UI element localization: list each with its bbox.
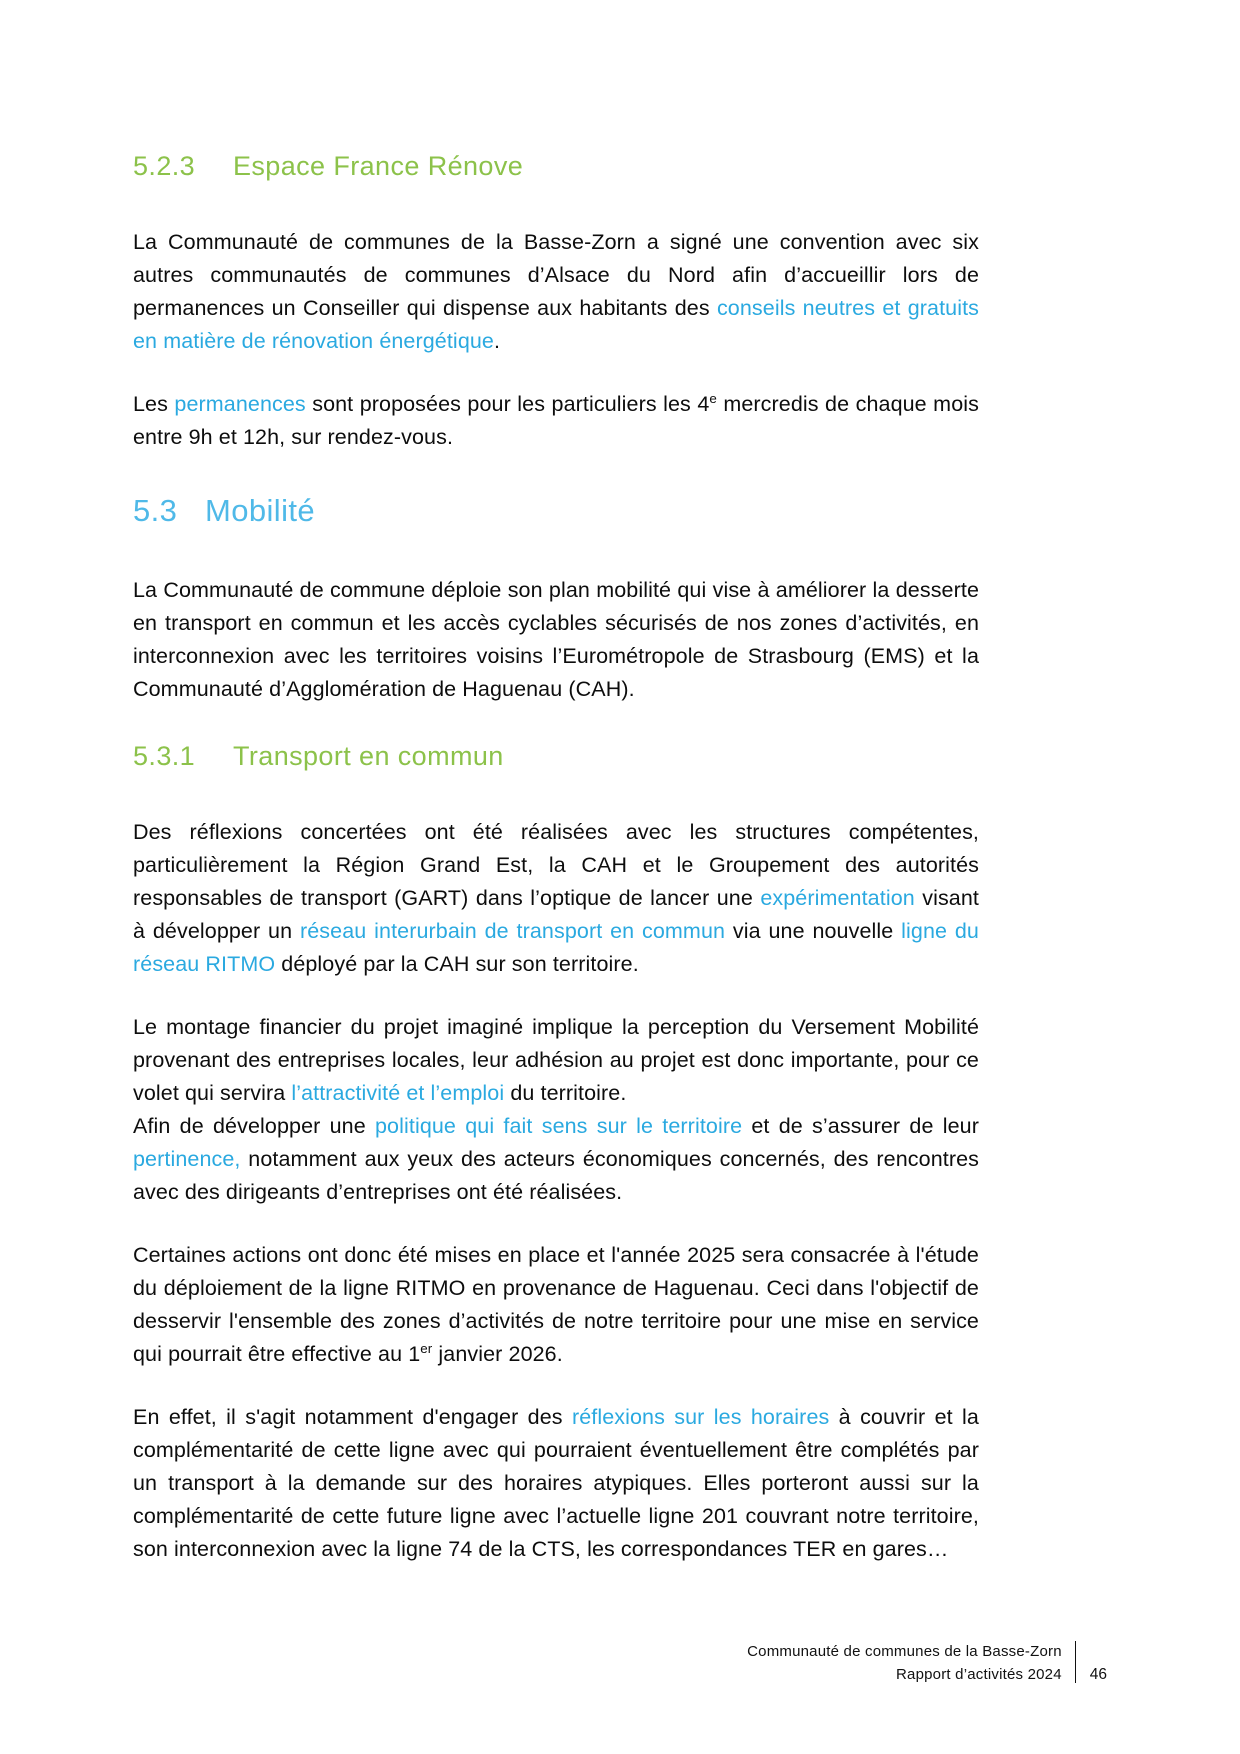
text-run: sont proposées pour les particuliers les 4: [305, 392, 710, 417]
heading-5-2-3-number: 5.2.3: [133, 151, 196, 181]
heading-5-3-1: [133, 740, 979, 772]
highlight-permanences: permanences: [174, 392, 306, 417]
text-run: du territoire.: [504, 1080, 627, 1105]
text-run: visant à développer un: [133, 885, 979, 943]
page-number: 46: [1089, 1666, 1107, 1683]
page-footer: [133, 1640, 1107, 1686]
text-run: notamment aux yeux des acteurs économiques concernés, des rencontres avec des dirigeants d’entreprises ont été réalisées.: [133, 1146, 979, 1204]
ordinal-suffix: er: [420, 1340, 433, 1356]
text-run: et de s’assurer de leur: [742, 1113, 979, 1138]
paragraph-transport-2: [133, 1011, 979, 1110]
heading-5-3-title: Mobilité: [205, 493, 316, 529]
highlight-politique-territoire: politique qui fait sens sur le territoire: [375, 1113, 743, 1138]
paragraph-transport-1: [133, 816, 979, 981]
highlight-reflexions-horaires: réflexions sur les horaires: [571, 1404, 830, 1429]
ordinal-suffix: e: [709, 391, 717, 407]
text-run: mercredis de chaque mois entre 9h et 12h, sur rendez-vous.: [133, 392, 979, 450]
heading-5-3-1-title: Transport en commun: [233, 740, 504, 771]
text-run: .: [494, 329, 501, 354]
text-run: Le montage financier du projet imaginé implique la perception du Versement Mobilité provenant des entreprises locales, leur adhésion au projet est donc importante, pour ce volet qui servira: [133, 1014, 979, 1105]
text-run: Les: [133, 392, 175, 417]
paragraph-france-renove-1: [133, 226, 979, 358]
paragraph-france-renove-2: [133, 388, 979, 454]
highlight-attractivite-emploi: l’attractivité et l’emploi: [291, 1080, 505, 1105]
text-run: via une nouvelle: [725, 918, 902, 943]
heading-5-3-number: 5.3: [133, 493, 178, 529]
footer-line-1: Communauté de communes de la Basse-Zorn: [747, 1643, 1062, 1660]
heading-5-2-3-title: Espace France Rénove: [233, 151, 524, 181]
paragraph-transport-5: [133, 1401, 979, 1566]
page-content: [133, 0, 979, 1566]
text-run: janvier 2026.: [432, 1341, 563, 1366]
highlight-experimentation: expérimentation: [760, 885, 915, 910]
footer-line-2: Rapport d’activités 2024: [896, 1666, 1062, 1683]
text-run: En effet, il s'agit notamment d'engager des: [133, 1404, 572, 1429]
paragraph-transport-4: [133, 1239, 979, 1371]
text-run: Des réflexions concertées ont été réalisées avec les structures compétentes, particulièrement la Région Grand Est, la CAH et le Groupement des autorités responsables de transport (GART) dans l’optique de lancer une: [133, 819, 979, 910]
heading-5-3-1-number: 5.3.1: [133, 740, 196, 771]
highlight-ligne-ritmo: ligne du réseau RITMO: [133, 918, 979, 976]
highlight-reseau-interurbain: réseau interurbain de transport en commun: [299, 918, 726, 943]
text-run: Afin de développer une: [133, 1113, 375, 1138]
paragraph-transport-3: [133, 1110, 979, 1209]
paragraph-mobilite-intro: La Communauté de commune déploie son plan mobilité qui vise à améliorer la desserte en transport en commun et les accès cyclables sécurisés de nos zones d’activités, en interconnexion avec les territoires voisins l’Eurométropole de Strasbourg (EMS) et la Communauté d’Agglomération de Haguenau (CAH).: [133, 577, 979, 701]
heading-5-3: [133, 492, 979, 529]
text-run: à couvrir et la complémentarité de cette ligne avec qui pourraient éventuellement être complétés par un transport à la demande sur des horaires atypiques. Elles porteront aussi sur la complémentarité de cette future ligne avec l’actuelle ligne 201 couvrant notre territoire, son interconnexion avec la ligne 74 de la CTS, les correspondances TER en gares…: [133, 1404, 979, 1561]
highlight-conseils-neutres: conseils neutres et gratuits en matière de rénovation énergétique: [133, 296, 979, 354]
footer-organisation: [747, 1640, 1075, 1686]
text-run: déployé par la CAH sur son territoire.: [275, 951, 639, 976]
highlight-pertinence: pertinence,: [133, 1146, 241, 1171]
heading-5-2-3: [133, 150, 979, 182]
text-run: Certaines actions ont donc été mises en place et l'année 2025 sera consacrée à l'étude du déploiement de la ligne RITMO en provenance de Haguenau. Ceci dans l'objectif de desservir l'ensemble des zones d’activités de notre territoire pour une mise en service qui pourrait être effective au 1: [133, 1242, 979, 1366]
text-run: La Communauté de communes de la Basse-Zorn a signé une convention avec six autres communautés de communes d’Alsace du Nord afin d’accueillir lors de permanences un Conseiller qui dispense aux habitants des: [133, 230, 979, 321]
